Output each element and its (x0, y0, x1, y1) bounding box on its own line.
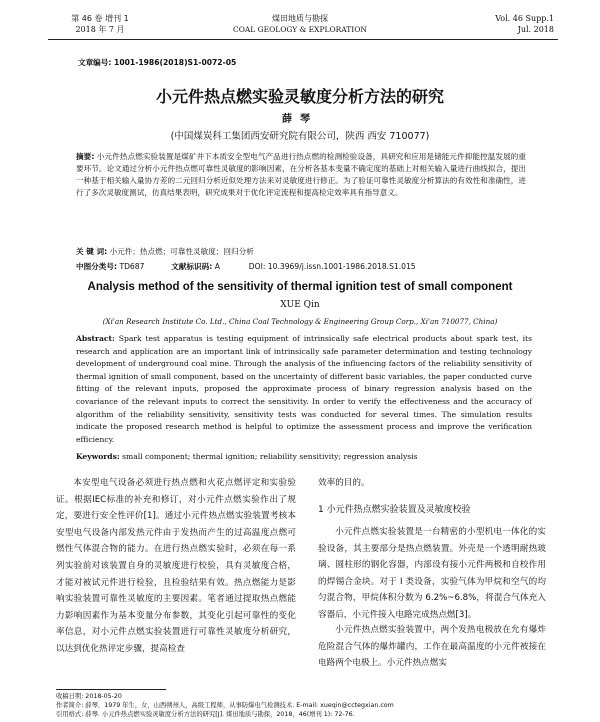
footnote-rule (56, 689, 166, 690)
abstract-cn-text: 小元件热点燃实验装置是煤矿井下本质安全型电气产品进行热点燃的检测检验设备，具研究和应用是储能元件抑能控温发展的重要环节。论文通过分析小元件热点燃可靠性灵敏度的影响因素，在分析各基本变量不确定度的基础上对相关输入量进行曲线拟合，提出一种基于相关输入量协方差的二元回归分析近似处理方法来对灵敏度进行修正。为了验证可靠性灵敏度分析算法的有效性和准确性，进行了多次灵敏度测试，仿真结果表明，研究成果对于优化评定流程和提高检定效率具有指导意义。 (76, 152, 527, 198)
header-rule (48, 39, 558, 40)
affiliation-cn: (中国煤炭科工集团西安研究院有限公司，陕西 西安 710077) (170, 131, 430, 142)
abstract-en-text: Spark test apparatus is testing equipment of intrinsically safe electrical products about spark test, its research and application are an important link of intrinsically safe parameter determination and testing technology development of underground coal mine. Through the analysis of the influencing factors of the reliability sensitivity of thermal ignition of small component, based on the uncertainty of different basic variables, the paper conducted curve fitting of the relevant inputs, proposed the approximate process of binary regression analysis based on the covariance of the relevant inputs to correct the sensitivity. In order to verify the effectiveness and the accuracy of algorithm of the reliability sensitivity, sensitivity tests was conducted for several times. The simulation results indicate the proposed research method is helpful to optimize the assessment process and improve the verification efficiency. (76, 334, 532, 444)
footnote-citation: 引用格式: 薛琴. 小元件热点燃实验灵敏度分析方法的研究[J]. 煤田地质与勘探，2018，46(增刊 1): 72-76. (56, 711, 355, 718)
section1-heading: 1 小元件热点燃实验装置及灵敏度校验 (318, 505, 471, 515)
abstract-cn-label: 摘要: (76, 152, 95, 161)
header-volume: 第 46 卷 增刊 1 (71, 14, 129, 23)
header-date-en: Jul. 2018 (517, 25, 554, 34)
header-volume-en: Vol. 46 Supp.1 (495, 14, 554, 23)
section1-paragraph-a: 小元件点燃实验装置是一台精密的小型机电一体化的实验设备，其主要部分是热点燃装置。外壳是一个透明耐热玻璃、圆柱形的钢化容器，内部设有接小元件两极和自校作用的焊锡合金块。对于 I 类设备，实验气体为甲烷和空气的均匀混合物，甲烷体积分数为 6.2%~6.8%，将混合气体充入容器后，小元件接入电路完成热点燃[3]。 (318, 527, 546, 620)
keywords-cn (76, 246, 526, 258)
header-journal-cn: 煤田地质与勘探 (272, 14, 328, 23)
classification-line (76, 261, 526, 273)
article-number: 文章编号: 1001-1986(2018)S1-0072-05 (78, 58, 237, 67)
doc-code-value: A (214, 262, 220, 271)
header-journal-en: COAL GEOLOGY & EXPLORATION (233, 25, 367, 34)
author-cn: 薛琴 (282, 114, 318, 125)
page-title: 小元件热点燃实验灵敏度分析方法的研究 (155, 87, 444, 106)
doc-code-label: 文献标识码: (171, 262, 213, 271)
keywords-cn-text: 小元件；热点燃；可靠性灵敏度；回归分析 (109, 247, 254, 256)
abstract-en (76, 333, 532, 446)
author-en: XUE Qin (280, 300, 320, 310)
body-right-continuation: 效率的目的。 (318, 478, 370, 488)
footnote-received: 收稿日期: 2018-05-20 (56, 693, 122, 700)
keywords-en-text: small component; thermal ignition; reliability sensitivity; regression analysis (122, 452, 418, 461)
abstract-cn (76, 151, 526, 199)
body-left-paragraph: 本安型电气设备必须进行热点燃和火花点燃评定和实验验证。根据IEC标准的补充和修订，对小元件点燃实验作出了规定，要进行安全性评价[1]。通过小元件热点燃实验装置考核本安型电气设备内部发热元件由于发热而产生的过高温度点燃可燃性气体混合物的能力。在进行热点燃实验时，必须在每一系列实验前对该装置自身的灵敏度进行校验，具有灵敏度合格，才能对被试元件进行检验，且检验结果有效。热点燃能力是影响实验装置可靠性灵敏度的主要因素。笔者通过提取热点燃能力影响因素作为基本变量分布参数，其变化引起可靠性的变化率信息，对小元件点燃实验装置进行可靠性灵敏度分析研究，以达到优化热评定步骤，提高检查 (56, 478, 296, 654)
abstract-en-label: Abstract: (76, 334, 115, 343)
keywords-en (76, 451, 532, 464)
doi: DOI: 10.3969/j.issn.1001-1986.2018.S1.015 (248, 262, 416, 271)
clc-label: 中图分类号: (76, 262, 118, 271)
keywords-cn-label: 关 键 词: (76, 247, 108, 256)
clc-value: TD687 (119, 262, 145, 271)
footnote-author-bio: 作者简介: 薛琴，1979 年生，女，山西朔州人，高级工程师，从事防爆电气检测技术. E-mail: xueqin@cctegxian.com (56, 702, 394, 709)
affiliation-en: (Xi'an Research Institute Co. Ltd., China Coal Technology & Engineering Group Corp., Xi'an 710077, China) (102, 317, 498, 326)
title-en: Analysis method of the sensitivity of thermal ignition test of small component (87, 281, 513, 293)
keywords-en-label: Keywords: (76, 452, 120, 461)
section1-paragraph-b: 小元件热点燃实验装置中，两个发热电极放在允有爆炸危险混合气体的爆炸罐内，工作在最高温度的小元件被接在电路两个电极上。小元件热点燃实 (318, 625, 546, 669)
header-date: 2018 年 7 月 (75, 25, 125, 34)
